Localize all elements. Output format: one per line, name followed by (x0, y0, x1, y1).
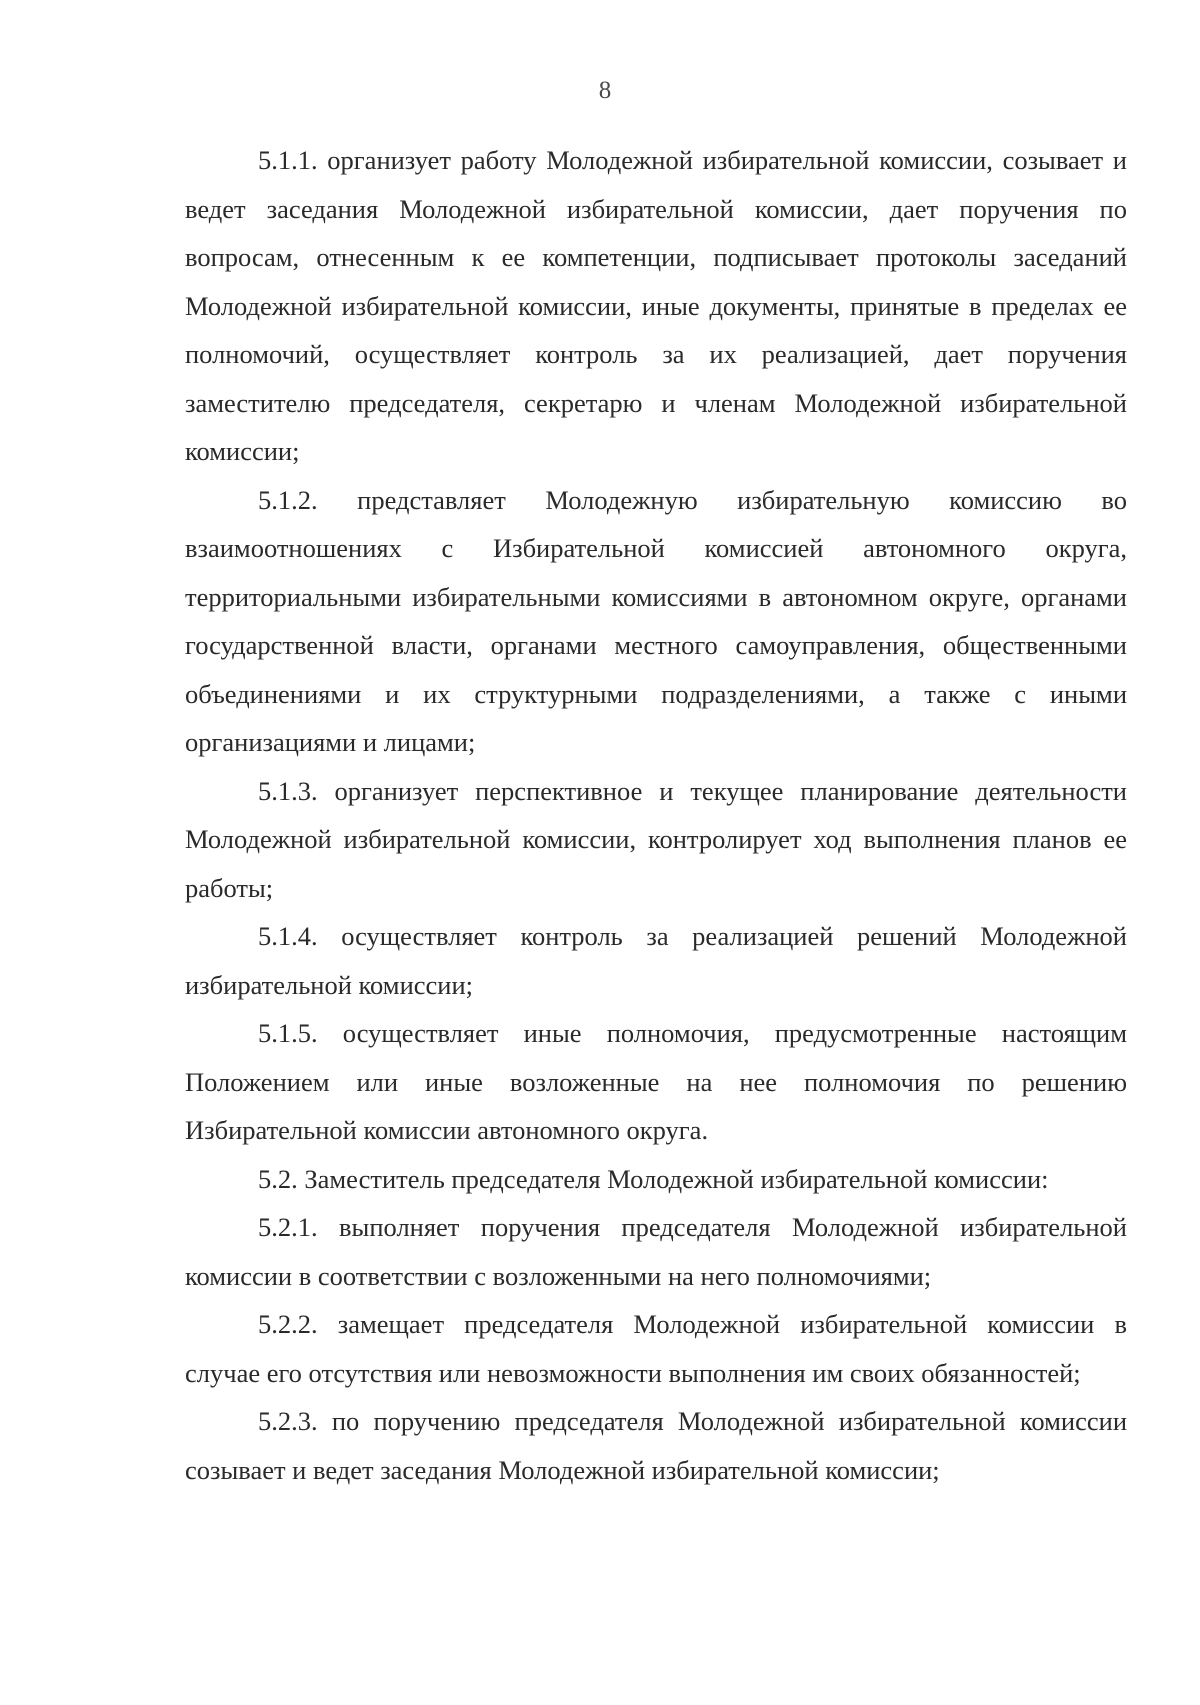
paragraph-5-1-3: 5.1.3. организует перспективное и текущее планирование деятельности Молодежной избирательной комиссии, контролирует ход выполнения планов ее работы; (185, 775, 1127, 903)
paragraph-5-1-2: 5.1.2. представляет Молодежную избирательную комиссию во взаимоотношениях с Избирательной комиссией автономного округа, территориальными избирательными комиссиями в автономном округе, органами государственной власти, органами местного самоуправления, общественными объединениями и их структурными подразделениями, а также с иными организациями и лицами; (185, 484, 1127, 757)
paragraph-5-1-1: 5.1.1. организует работу Молодежной избирательной комиссии, созывает и ведет заседания Молодежной избирательной комиссии, дает поручения по вопросам, отнесенным к ее компетенции, подписывает протоколы заседаний Молодежной избирательной комиссии, иные документы, принятые в пределах ее полномочий, осуществляет контроль за их реализацией, дает поручения заместителю председателя, секретарю и членам Молодежной избирательной комиссии; (185, 145, 1127, 466)
paragraph-5-2: 5.2. Заместитель председателя Молодежной избирательной комиссии: (258, 1163, 1049, 1194)
document-body (185, 136, 1127, 1494)
paragraph-5-1-4: 5.1.4. осуществляет контроль за реализацией решений Молодежной избирательной комиссии; (185, 921, 1127, 1000)
paragraph-5-1-5: 5.1.5. осуществляет иные полномочия, предусмотренные настоящим Положением или иные возложенные на нее полномочия по решению Избирательной комиссии автономного округа. (185, 1018, 1127, 1145)
paragraph-5-2-3: 5.2.3. по поручению председателя Молодежной избирательной комиссии созывает и ведет заседания Молодежной избирательной комиссии; (185, 1406, 1127, 1485)
paragraph-5-2-2: 5.2.2. замещает председателя Молодежной избирательной комиссии в случае его отсутствия или невозможности выполнения им своих обязанностей; (185, 1309, 1127, 1388)
page-number: 8 (598, 77, 612, 104)
paragraph-5-2-1: 5.2.1. выполняет поручения председателя Молодежной избирательной комиссии в соответствии с возложенными на него полномочиями; (185, 1212, 1127, 1291)
